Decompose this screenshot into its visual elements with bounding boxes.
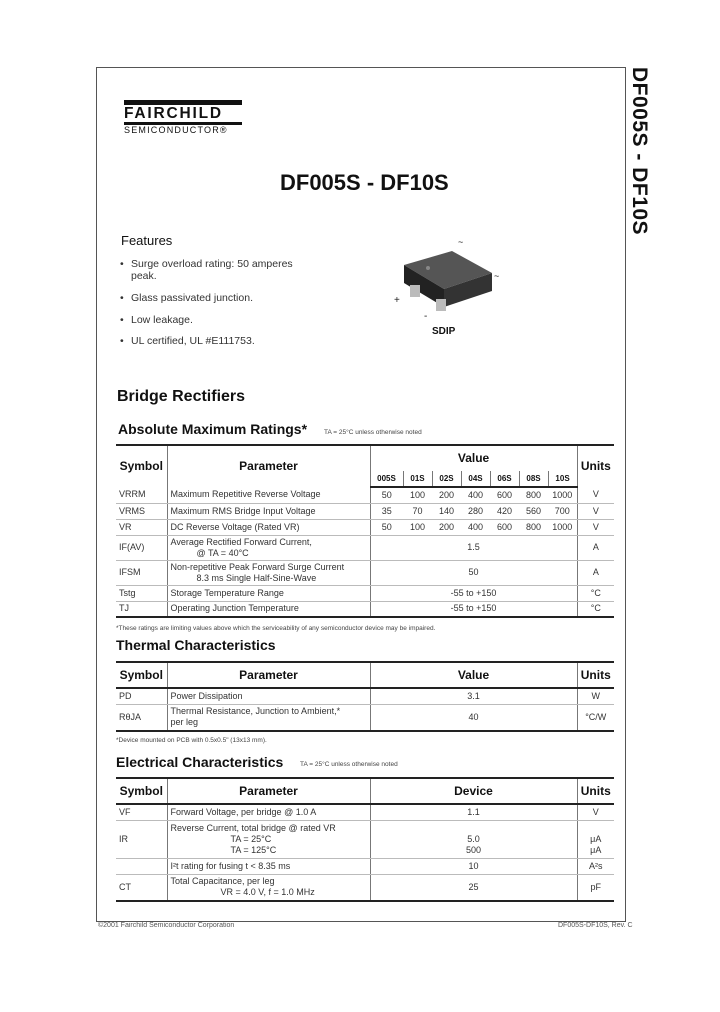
- table-cell: 35: [370, 503, 403, 519]
- table-cell: 420: [490, 503, 519, 519]
- table-cell: 800: [519, 487, 548, 503]
- table-row: [116, 704, 614, 731]
- table-cell: 1000: [548, 519, 577, 535]
- table-cell: V: [577, 519, 614, 535]
- table-cell: [167, 704, 370, 731]
- table-cell: °C: [577, 585, 614, 601]
- table-cell: 200: [432, 487, 461, 503]
- table-cell: 700: [548, 503, 577, 519]
- table-cell: Low leakage.: [131, 314, 193, 326]
- electrical-title: Electrical Characteristics: [116, 754, 284, 770]
- table-cell: 1000: [548, 487, 577, 503]
- table-cell: W: [577, 688, 614, 704]
- table-cell: 400: [461, 519, 490, 535]
- table-row: [116, 874, 614, 901]
- table-cell: -55 to +150: [370, 585, 577, 601]
- table-cell: UL certified, UL #E111753.: [131, 335, 255, 347]
- table-row: [116, 585, 614, 601]
- table-cell: VR = 4.0 V, f = 1.0 MHz: [220, 887, 315, 898]
- col-value: Value: [370, 662, 577, 688]
- electrical-condition: TA = 25°C unless otherwise noted: [300, 761, 398, 768]
- table-cell: pF: [577, 874, 614, 901]
- table-cell: •: [120, 314, 124, 326]
- col-value: Value: [370, 445, 577, 471]
- features-heading: Features: [121, 233, 173, 248]
- table-row: [116, 688, 614, 704]
- table-cell: 50: [370, 519, 403, 535]
- col-units: Units: [580, 459, 611, 473]
- page-title: DF005S - DF10S: [280, 170, 449, 195]
- table-cell: Reverse Current, total bridge @ rated VR: [170, 822, 336, 833]
- table-cell: Maximum Repetitive Reverse Voltage: [167, 487, 370, 503]
- section-title: Bridge Rectifiers: [117, 388, 246, 405]
- table-cell: 800: [519, 519, 548, 535]
- table-cell: 8.3 ms Single Half-Sine-Wave: [196, 572, 317, 583]
- table-cell: RθJA: [116, 704, 167, 731]
- table-cell: μA: [590, 844, 602, 855]
- table-cell: [167, 560, 370, 585]
- table-row: [116, 519, 614, 535]
- table-cell: Maximum RMS Bridge Input Voltage: [167, 503, 370, 519]
- table-cell: •: [120, 292, 124, 304]
- logo-name: FAIRCHILD: [124, 105, 223, 122]
- table-cell: IR: [116, 820, 167, 858]
- table-cell: Operating Junction Temperature: [167, 601, 370, 617]
- table-cell: μA: [590, 833, 602, 844]
- table-cell: 560: [519, 503, 548, 519]
- table-cell: PD: [116, 688, 167, 704]
- table-cell: Surge overload rating: 50 amperes: [131, 258, 293, 270]
- col-parameter: Parameter: [167, 445, 370, 487]
- abs-max-condition: TA = 25°C unless otherwise noted: [324, 429, 422, 436]
- table-cell: 5.0: [467, 833, 480, 844]
- col-parameter: Parameter: [167, 662, 370, 688]
- table-cell: V: [577, 804, 614, 820]
- part-header: 005S: [370, 471, 403, 487]
- table-cell: VRMS: [116, 503, 167, 519]
- table-cell: 400: [461, 487, 490, 503]
- table-cell: VR: [116, 519, 167, 535]
- fairchild-logo: [124, 100, 242, 136]
- table-cell: IF(AV): [116, 535, 167, 560]
- footer-copyright: ©2001 Fairchild Semiconductor Corporation: [98, 922, 235, 929]
- col-symbol: Symbol: [116, 445, 167, 487]
- part-header: 08S: [519, 471, 548, 487]
- part-header: 02S: [432, 471, 461, 487]
- col-device: Device: [370, 778, 577, 804]
- table-cell: VRRM: [116, 487, 167, 503]
- table-cell: Power Dissipation: [167, 688, 370, 704]
- feature-item: [120, 292, 253, 304]
- table-cell: Thermal Resistance, Junction to Ambient,*: [170, 706, 341, 717]
- table-cell: A²s: [577, 858, 614, 874]
- table-cell: Tstg: [116, 585, 167, 601]
- pin-ac1-label: ~: [458, 237, 464, 247]
- table-cell: CT: [116, 874, 167, 901]
- feature-item: [120, 258, 293, 282]
- pin-minus-label: -: [424, 311, 428, 322]
- table-cell: 1.5: [370, 535, 577, 560]
- table-cell: 70: [403, 503, 432, 519]
- table-cell: 600: [490, 487, 519, 503]
- table-row: [116, 487, 614, 503]
- side-title-text: DF005S - DF10S: [628, 67, 651, 236]
- table-cell: [116, 858, 167, 874]
- table-cell: 280: [461, 503, 490, 519]
- col-parameter: Parameter: [167, 778, 370, 804]
- table-cell: per leg: [170, 717, 199, 728]
- table-cell: DC Reverse Voltage (Rated VR): [167, 519, 370, 535]
- table-cell: -55 to +150: [370, 601, 577, 617]
- table-cell: [167, 535, 370, 560]
- table-cell: 140: [432, 503, 461, 519]
- table-cell: •: [120, 258, 124, 270]
- table-row: [116, 503, 614, 519]
- table-cell: 50: [370, 487, 403, 503]
- table-row: [116, 535, 614, 560]
- part-header: 04S: [461, 471, 490, 487]
- package-label: SDIP: [432, 326, 456, 337]
- table-cell: 200: [432, 519, 461, 535]
- table-cell: °C: [577, 601, 614, 617]
- table-row: [116, 858, 614, 874]
- table-cell: Forward Voltage, per bridge @ 1.0 A: [167, 804, 370, 820]
- logo-sub: SEMICONDUCTOR®: [124, 125, 228, 135]
- table-cell: 600: [490, 519, 519, 535]
- table-cell: 100: [403, 487, 432, 503]
- table-cell: 40: [370, 704, 577, 731]
- table-row: [116, 560, 614, 585]
- table-cell: A: [577, 560, 614, 585]
- table-cell: [577, 820, 614, 858]
- table-cell: Average Rectified Forward Current,: [170, 536, 312, 547]
- table-cell: Storage Temperature Range: [167, 585, 370, 601]
- table-cell: I²t rating for fusing t < 8.35 ms: [167, 858, 370, 874]
- table-cell: 25: [370, 874, 577, 901]
- col-units: Units: [577, 778, 614, 804]
- table-cell: A: [577, 535, 614, 560]
- electrical-table: [116, 777, 614, 902]
- part-header: 06S: [490, 471, 519, 487]
- col-symbol: Symbol: [116, 778, 167, 804]
- table-cell: °C/W: [577, 704, 614, 731]
- table-cell: TJ: [116, 601, 167, 617]
- feature-item: [120, 314, 193, 326]
- thermal-table: [116, 661, 614, 732]
- table-cell: peak.: [131, 270, 157, 282]
- side-title: [618, 67, 658, 237]
- abs-max-table: [116, 444, 614, 618]
- table-row: [116, 820, 614, 858]
- table-cell: [167, 820, 370, 858]
- table-cell: [167, 874, 370, 901]
- table-cell: 3.1: [370, 688, 577, 704]
- table-cell: V: [577, 503, 614, 519]
- table-cell: 10: [370, 858, 577, 874]
- table-cell: IFSM: [116, 560, 167, 585]
- table-cell: 1.1: [370, 804, 577, 820]
- col-symbol: Symbol: [116, 662, 167, 688]
- col-units: Units: [577, 662, 614, 688]
- table-cell: TA = 25°C: [230, 833, 272, 844]
- feature-item: [120, 335, 255, 347]
- abs-max-title: Absolute Maximum Ratings*: [118, 421, 308, 437]
- table-row: [116, 601, 614, 617]
- table-cell: •: [120, 335, 124, 347]
- table-cell: VF: [116, 804, 167, 820]
- abs-max-footnote: *These ratings are limiting values above which the serviceability of any semiconductor device may be impaired.: [116, 625, 436, 632]
- table-cell: @ TA = 40°C: [196, 547, 249, 558]
- table-cell: 50: [370, 560, 577, 585]
- thermal-title: Thermal Characteristics: [116, 637, 276, 653]
- table-cell: Total Capacitance, per leg: [170, 876, 275, 887]
- part-header: 10S: [548, 471, 577, 487]
- table-cell: V: [577, 487, 614, 503]
- table-cell: 100: [403, 519, 432, 535]
- part-header: 01S: [403, 471, 432, 487]
- footer-revision: DF005S-DF10S, Rev. C: [558, 922, 633, 929]
- table-cell: Glass passivated junction.: [131, 292, 253, 304]
- pin-plus-label: +: [394, 295, 400, 306]
- table-cell: TA = 125°C: [230, 844, 277, 855]
- table-cell: [370, 820, 577, 858]
- thermal-footnote: *Device mounted on PCB with 0.5x0.5" (13x13 mm).: [116, 737, 267, 744]
- table-cell: 500: [465, 844, 482, 855]
- table-row: [116, 804, 614, 820]
- table-cell: Non-repetitive Peak Forward Surge Current: [170, 561, 345, 572]
- pin-ac2-label: ~: [494, 271, 500, 281]
